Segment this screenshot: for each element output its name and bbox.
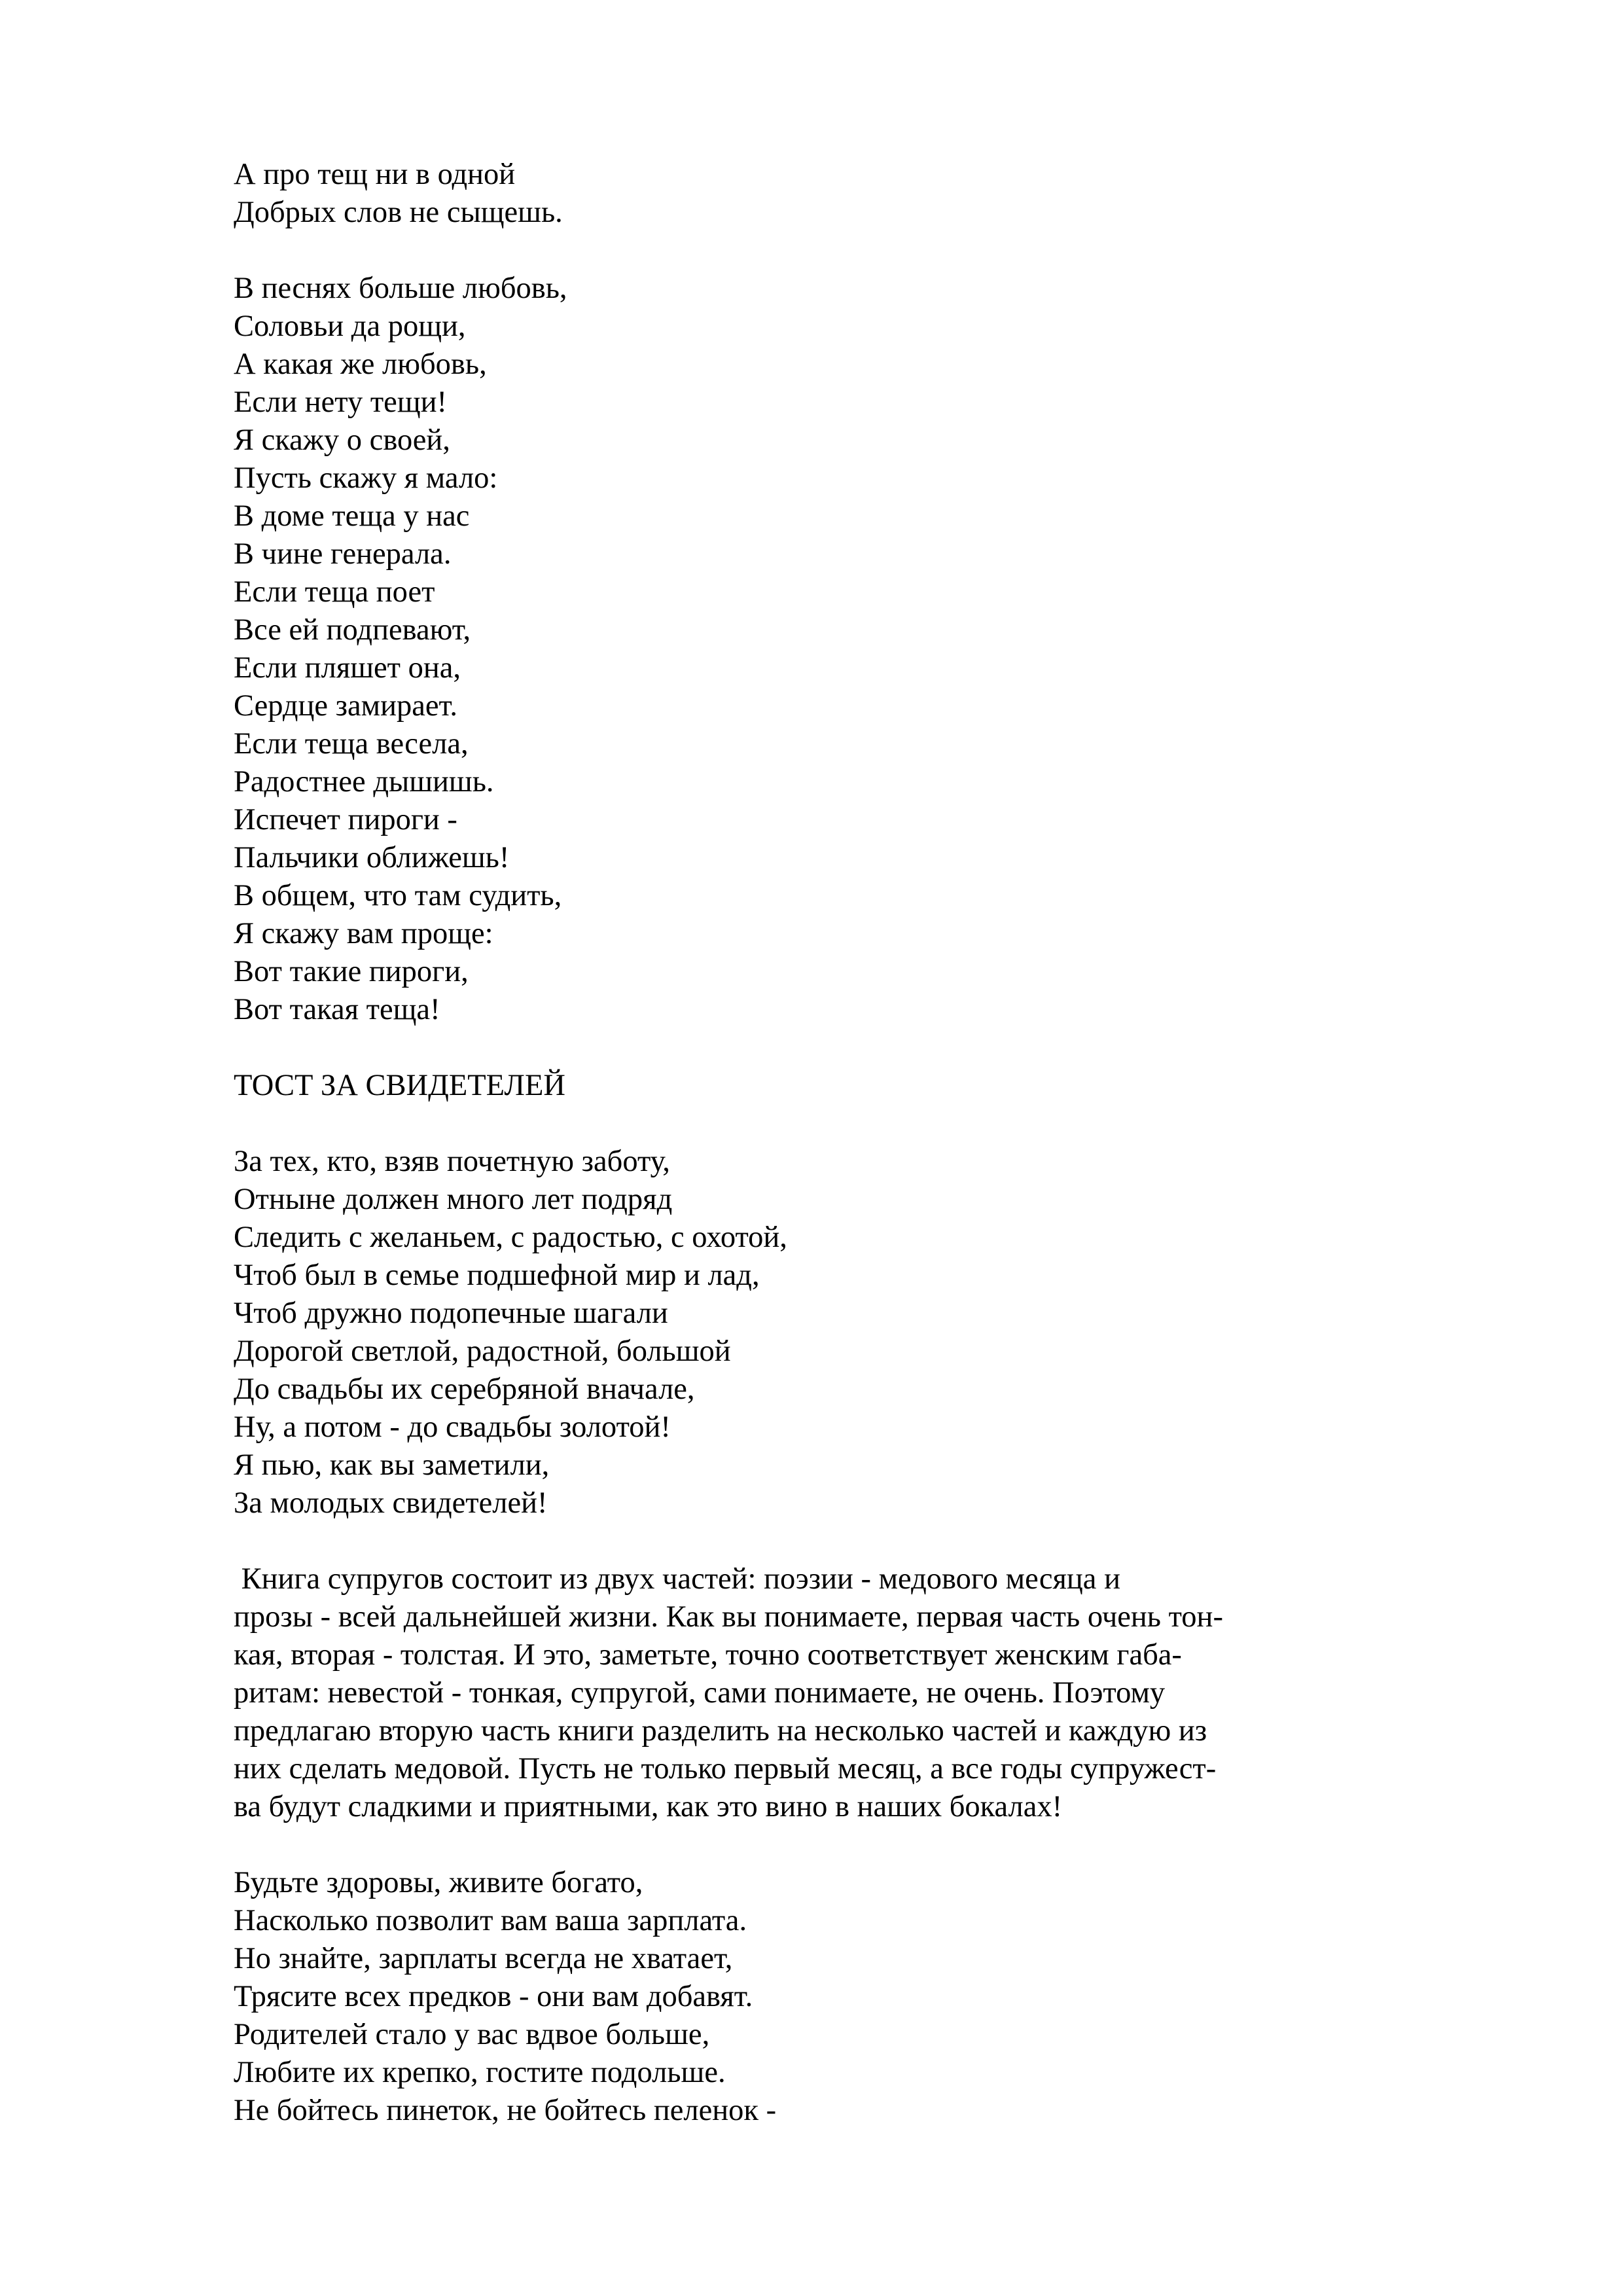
prose-line: кая, вторая - толстая. И это, заметьте, точно соответствует женским габа- [234, 1638, 1182, 1672]
poem-line: До свадьбы их серебряной вначале, [234, 1372, 695, 1406]
stanza-be-healthy [234, 1864, 1346, 2130]
stanza-tescha-poem [234, 270, 1346, 1029]
poem-line: Радостнее дышишь. [234, 765, 494, 798]
poem-line: В чине генерала. [234, 537, 452, 571]
poem-line: Я скажу о своей, [234, 423, 450, 457]
prose-line: прозы - всей дальнейшей жизни. Как вы понимаете, первая часть очень тон- [234, 1600, 1223, 1634]
poem-line: Пальчики оближешь! [234, 841, 510, 874]
poem-line: Я скажу вам проще: [234, 917, 493, 950]
prose-line: них сделать медовой. Пусть не только первый месяц, а все годы супружест- [234, 1752, 1217, 1785]
poem-line: Насколько позволит вам ваша зарплата. [234, 1904, 747, 1937]
poem-line: В общем, что там судить, [234, 879, 562, 912]
poem-line: Трясите всех предков - они вам добавят. [234, 1980, 753, 2013]
poem-line: Если теща поет [234, 575, 435, 609]
prose-line: Книга супругов состоит из двух частей: поэзии - медового месяца и [234, 1562, 1120, 1596]
stanza-tescha-intro [234, 156, 1346, 232]
poem-line: А про тещ ни в одной [234, 158, 516, 191]
poem-line: Чтоб дружно подопечные шагали [234, 1297, 668, 1330]
stanza-witnesses-toast [234, 1143, 1346, 1522]
poem-line: За тех, кто, взяв почетную заботу, [234, 1145, 670, 1178]
poem-line: Если теща весела, [234, 727, 469, 761]
poem-line: Добрых слов не сыщешь. [234, 196, 563, 229]
prose-paragraph-book-of-spouses [234, 1560, 1346, 1826]
poem-line: Я пью, как вы заметили, [234, 1448, 550, 1482]
poem-line: Следить с желаньем, с радостью, с охотой, [234, 1221, 787, 1254]
poem-line: А какая же любовь, [234, 348, 487, 381]
poem-line: Если нету тещи! [234, 386, 447, 419]
poem-line: Ну, а потом - до свадьбы золотой! [234, 1410, 671, 1444]
poem-line: Сердце замирает. [234, 689, 457, 723]
poem-line: Будьте здоровы, живите богато, [234, 1866, 643, 1899]
poem-line: Вот такая теща! [234, 993, 440, 1026]
poem-line: Родителей стало у вас вдвое больше, [234, 2018, 710, 2051]
prose-line: предлагаю вторую часть книги разделить на несколько частей и каждую из [234, 1714, 1207, 1748]
poem-line: Все ей подпевают, [234, 613, 471, 647]
poem-line: Не бойтесь пинеток, не бойтесь пеленок - [234, 2094, 777, 2127]
poem-line: Отныне должен много лет подряд [234, 1183, 673, 1216]
prose-line: ритам: невестой - тонкая, супругой, сами понимаете, не очень. Поэтому [234, 1676, 1166, 1710]
poem-line: Дорогой светлой, радостной, большой [234, 1335, 731, 1368]
poem-line: Чтоб был в семье подшефной мир и лад, [234, 1259, 760, 1292]
poem-line: Любите их крепко, гостите подольше. [234, 2056, 726, 2089]
poem-line: Пусть скажу я мало: [234, 461, 498, 495]
poem-line: Вот такие пироги, [234, 955, 469, 988]
poem-line: Соловьи да рощи, [234, 310, 466, 343]
document-page [234, 156, 1346, 2168]
poem-line: Испечет пироги - [234, 803, 457, 836]
prose-line: ва будут сладкими и приятными, как это вино в наших бокалах! [234, 1790, 1063, 1823]
poem-line: За молодых свидетелей! [234, 1486, 548, 1520]
poem-line: Если пляшет она, [234, 651, 461, 685]
poem-line: В доме теща у нас [234, 499, 470, 533]
section-heading: ТОСТ ЗА СВИДЕТЕЛЕЙ [234, 1069, 565, 1102]
poem-line: Но знайте, зарплаты всегда не хватает, [234, 1942, 733, 1975]
poem-line: В песнях больше любовь, [234, 272, 567, 305]
